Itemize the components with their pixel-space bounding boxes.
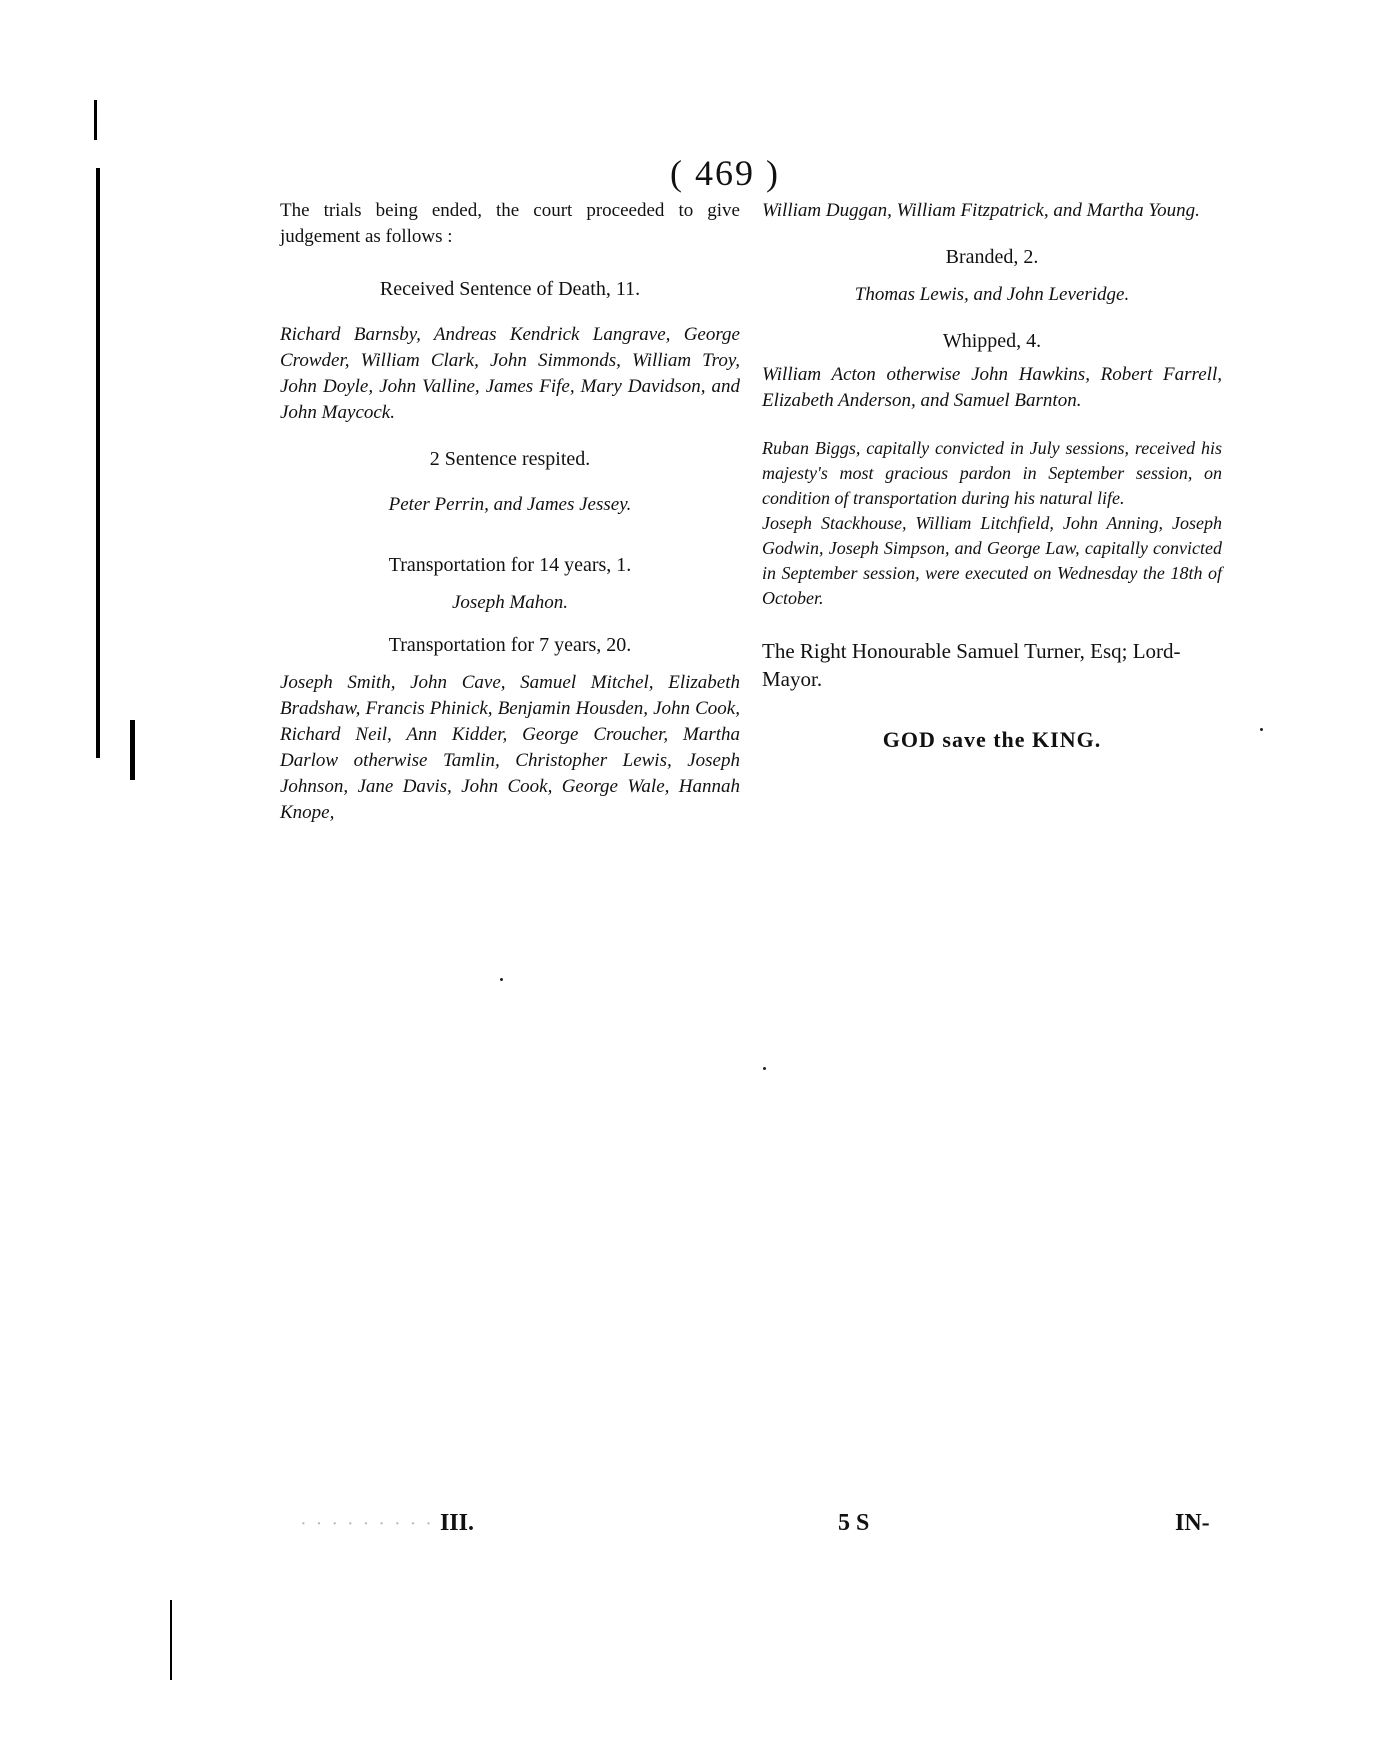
transport14-heading: Transportation for 14 years, 1. bbox=[388, 554, 632, 576]
scan-speck bbox=[763, 1067, 766, 1070]
right-column bbox=[762, 198, 1222, 753]
scan-speck bbox=[1260, 728, 1263, 731]
left-column bbox=[280, 198, 740, 826]
catchword: IN- bbox=[1175, 1510, 1210, 1536]
scan-edge-mark bbox=[130, 720, 135, 780]
executed-notice: Joseph Stackhouse, William Litchfield, John Anning, Joseph Godwin, Joseph Simpson, and George Law, capitally convicted in September session, were executed on Wednesday the 18th of October. bbox=[762, 513, 1222, 608]
signature-volume: III. bbox=[439, 1510, 474, 1536]
signature: 5 S bbox=[838, 1510, 870, 1536]
closing-line: GOD save the KING. bbox=[882, 727, 1102, 752]
scan-edge-mark bbox=[170, 1600, 172, 1680]
faded-imprint: · · · · · · · · · bbox=[300, 1513, 434, 1535]
scan-speck bbox=[500, 978, 503, 981]
continued-names: William Duggan, William Fitzpatrick, and Martha Young. bbox=[762, 200, 1200, 221]
death-heading: Received Sentence of Death, 11. bbox=[379, 278, 641, 300]
whipped-heading: Whipped, 4. bbox=[942, 330, 1042, 352]
death-names: Richard Barnsby, Andreas Kendrick Langrave, George Crowder, William Clark, John Simmonds, William Troy, John Doyle, John Valline, James Fife, Mary Davidson, and John Maycock. bbox=[280, 324, 740, 423]
intro-paragraph: The trials being ended, the court proceeded to give judgement as follows : bbox=[280, 200, 740, 247]
page-number: ( 469 ) bbox=[670, 153, 780, 193]
transport7-names: Joseph Smith, John Cave, Samuel Mitchel, Elizabeth Bradshaw, Francis Phinick, Benjamin Housden, John Cook, Richard Neil, Ann Kidder, George Croucher, Martha Darlow otherwise Tamlin, Christopher Lewis, Joseph Johnson, Jane Davis, John Cook, George Wale, Hannah Knope, bbox=[280, 672, 740, 823]
respited-heading: 2 Sentence respited. bbox=[429, 448, 591, 470]
branded-heading: Branded, 2. bbox=[945, 246, 1039, 268]
transport14-names: Joseph Mahon. bbox=[451, 592, 569, 613]
branded-names: Thomas Lewis, and John Leveridge. bbox=[854, 284, 1130, 305]
pardon-notice: Ruban Biggs, capitally convicted in July sessions, received his majesty's most gracious pardon in September session, on condition of transportation during his natural life. bbox=[762, 438, 1222, 508]
lord-mayor-line: The Right Honourable Samuel Turner, Esq; Lord-Mayor. bbox=[762, 639, 1181, 691]
respited-names: Peter Perrin, and James Jessey. bbox=[388, 494, 632, 515]
signature-mark bbox=[300, 1510, 474, 1537]
scan-edge-line bbox=[96, 168, 100, 758]
transport7-heading: Transportation for 7 years, 20. bbox=[388, 634, 632, 656]
scan-edge-mark bbox=[94, 100, 97, 140]
whipped-names: William Acton otherwise John Hawkins, Robert Farrell, Elizabeth Anderson, and Samuel Barnton. bbox=[762, 364, 1222, 411]
